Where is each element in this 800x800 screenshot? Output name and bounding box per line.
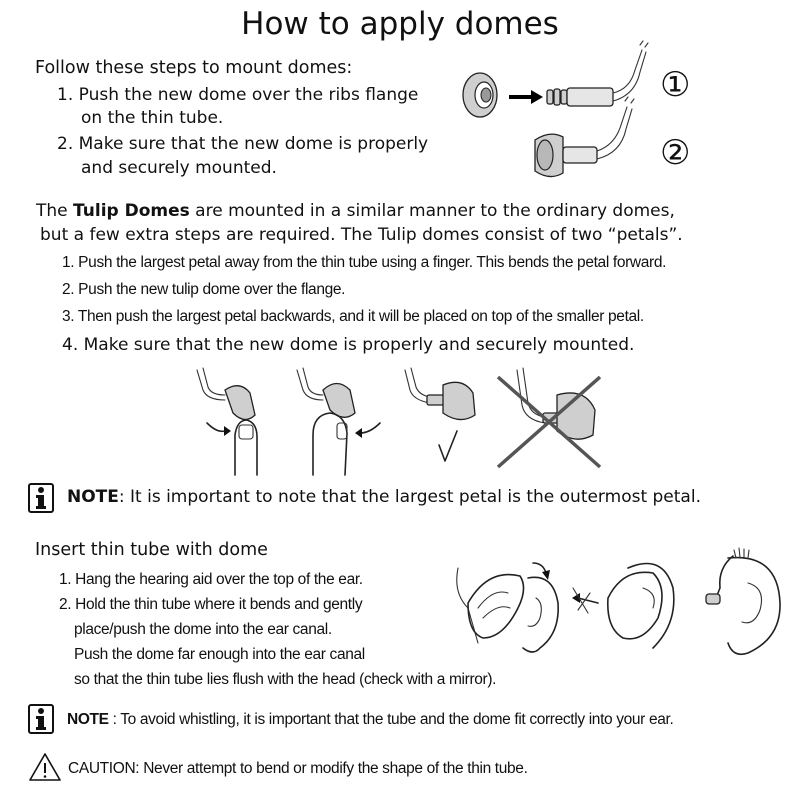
info-icon — [28, 704, 54, 734]
mount-heading: Follow these steps to mount domes: — [35, 58, 353, 78]
tulip-step-4: 4. Make sure that the new dome is properly and securely mounted. — [62, 335, 635, 355]
mount-step-1: 1. Push the new dome over the ribs flange — [57, 85, 419, 105]
caution-text: CAUTION: Never attempt to bend or modify the shape of the thin tube. — [68, 760, 528, 777]
figure-label-2: ② — [660, 133, 691, 173]
insert-step-2-cont-2: Push the dome far enough into the ear canal — [74, 646, 365, 663]
mount-step-2-cont: and securely mounted. — [81, 158, 277, 178]
tulip-step-2: 2. Push the new tulip dome over the flange. — [62, 281, 346, 298]
ear-insertion-illustration — [448, 548, 783, 668]
tulip-dome-illustration — [195, 365, 615, 480]
tulip-step-1: 1. Push the largest petal away from the thin tube using a finger. This bends the petal forward. — [62, 254, 667, 271]
mount-step-2: 2. Make sure that the new dome is properly — [57, 134, 429, 154]
insert-step-2-cont-3: so that the thin tube lies flush with the head (check with a mirror). — [74, 671, 497, 688]
page-title: How to apply domes — [241, 6, 559, 42]
note-petal: NOTE: It is important to note that the largest petal is the outermost petal. — [67, 487, 701, 507]
tulip-step-3: 3. Then push the largest petal backwards, and it will be placed on top of the smaller petal. — [62, 308, 644, 325]
info-icon — [28, 483, 54, 513]
insert-step-2: 2. Hold the thin tube where it bends and gently — [59, 596, 363, 613]
note-whistling: NOTE : To avoid whistling, it is important that the tube and the dome fit correctly into your ear. — [67, 711, 674, 728]
warning-triangle-icon — [28, 752, 62, 782]
insert-step-1: 1. Hang the hearing aid over the top of the ear. — [59, 571, 363, 588]
insert-heading: Insert thin tube with dome — [35, 540, 268, 560]
tulip-intro-line-2: but a few extra steps are required. The Tulip domes consist of two “petals”. — [40, 225, 683, 245]
figure-label-1: ① — [660, 65, 691, 105]
insert-step-2-cont: place/push the dome into the ear canal. — [74, 621, 332, 638]
mount-step-1-cont: on the thin tube. — [81, 108, 224, 128]
tulip-intro-line-1: The Tulip Domes are mounted in a similar manner to the ordinary domes, — [36, 201, 675, 221]
